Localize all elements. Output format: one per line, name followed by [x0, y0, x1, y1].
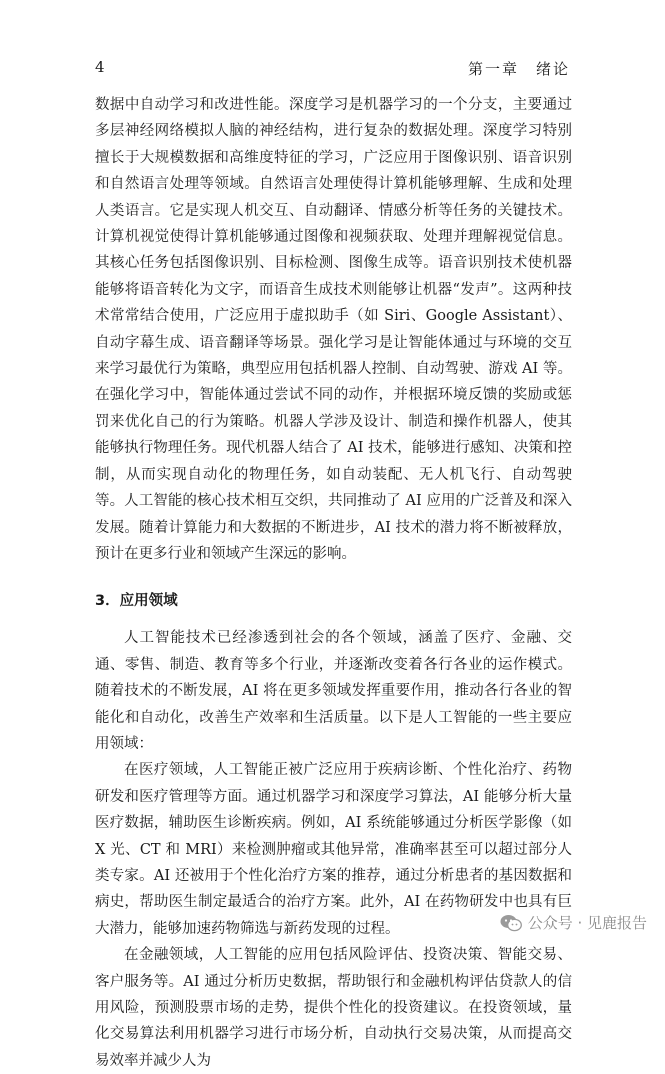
paragraph-applications-intro: 人工智能技术已经渗透到社会的各个领域，涵盖了医疗、金融、交通、零售、制造、教育等多个行业，并逐渐改变着各行各业的运作模式。随着技术的不断发展，AI 将在更多领域发挥重要作用，推动各行各业的智能化和自动化，改善生产效率和生活质量。以下是人工智能的一些主要应用领域： [95, 630, 572, 752]
watermark-text: 公众号 · 见鹿报告 [527, 914, 647, 932]
section-heading-applications: 3．应用领域 [95, 593, 178, 610]
paragraph-finance: 在金融领域，人工智能的应用包括风险评估、投资决策、智能交易、客户服务等。AI 通过分析历史数据，帮助银行和金融机构评估贷款人的信用风险，预测股票市场的走势，提供个性化的投资建议。在投资领域，量化交易算法利用机器学习进行市场分析，自动执行交易决策，从而提高交易效率并减少人为 [95, 947, 572, 1069]
wechat-icon [500, 914, 522, 932]
watermark [500, 912, 647, 933]
paragraph-healthcare: 在医疗领域，人工智能正被广泛应用于疾病诊断、个性化治疗、药物研发和医疗管理等方面。通过机器学习和深度学习算法，AI 能够分析大量医疗数据，辅助医生诊断疾病。例如，AI 系统能够通过分析医学影像（如 X 光、CT 和 MRI）来检测肿瘤或其他异常，准确率甚至可以超过部分人类专家。AI 还被用于个性化治疗方案的推荐，通过分析患者的基因数据和病史，帮助医生制定最适合的治疗方案。此外，AI 在药物研发中也具有巨大潜力，能够加速药物筛选与新药发现的过程。 [95, 762, 572, 937]
chapter-title: 第一章 绪论 [467, 60, 570, 78]
paragraph-ai-core-technologies: 数据中自动学习和改进性能。深度学习是机器学习的一个分支，主要通过多层神经网络模拟人脑的神经结构，进行复杂的数据处理。深度学习特别擅长于大规模数据和高维度特征的学习，广泛应用于图像识别、语音识别和自然语言处理等领域。自然语言处理使得计算机能够理解、生成和处理人类语言。它是实现人机交互、自动翻译、情感分析等任务的关键技术。计算机视觉使得计算机能够通过图像和视频获取、处理并理解视觉信息。其核心任务包括图像识别、目标检测、图像生成等。语音识别技术使机器能够将语音转化为文字，而语音生成技术则能够让机器“发声”。这两种技术常常结合使用，广泛应用于虚拟助手（如 Siri、Google Assistant）、自动字幕生成、语音翻译等场景。强化学习是让智能体通过与环境的交互来学习最优行为策略，典型应用包括机器人控制、自动驾驶、游戏 AI 等。在强化学习中，智能体通过尝试不同的动作，并根据环境反馈的奖励或惩罚来优化自己的行为策略。机器人学涉及设计、制造和操作机器人，使其能够执行物理任务。现代机器人结合了 AI 技术，能够进行感知、决策和控制，从而实现自动化的物理任务，如自动装配、无人机飞行、自动驾驶等。人工智能的核心技术相互交织，共同推动了 AI 应用的广泛普及和深入发展。随着计算能力和大数据的不断进步，AI 技术的潜力将不断被释放，预计在更多行业和领域产生深远的影响。 [95, 97, 572, 562]
page-number: 4 [95, 58, 105, 76]
